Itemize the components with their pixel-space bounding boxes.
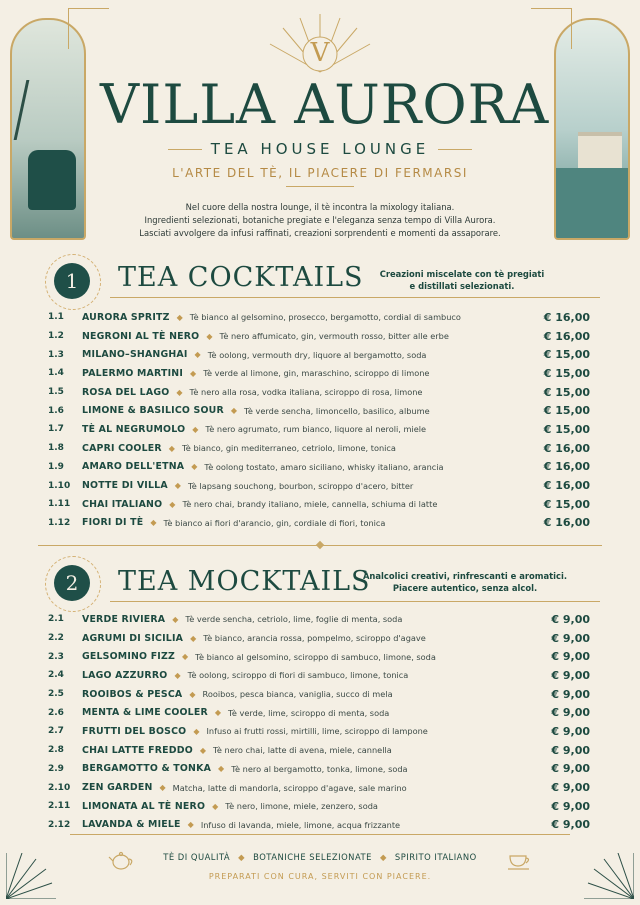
section-number: 2 (54, 565, 90, 601)
item-description: Tè lapsang souchong, bourbon, sciroppo d'acero, bitter (187, 480, 414, 491)
item-number: 2.8 (48, 745, 64, 756)
item-number: 2.10 (48, 782, 71, 793)
bullet-icon: ◆ (187, 820, 194, 830)
item-name: CHAI ITALIANO (82, 498, 163, 510)
menu-item (48, 629, 590, 648)
item-price: € 15,00 (543, 422, 590, 436)
item-description: Tè nero chai, brandy italiano, miele, cannella, schiuma di latte (182, 499, 438, 510)
item-name: NOTTE DI VILLA (82, 480, 168, 492)
item-name: AURORA SPRITZ (82, 311, 170, 323)
section-note-line: Analcolici creativi, rinfrescanti e aromatici. (362, 571, 568, 581)
item-number: 2.5 (48, 689, 64, 700)
item-price: € 9,00 (551, 650, 590, 664)
bullet-icon: ◆ (150, 518, 157, 528)
tagline: L'ARTE DEL TÈ, IL PIACERE DI FERMARSI (172, 166, 468, 180)
menu-item (48, 364, 590, 383)
item-number: 1.10 (48, 480, 71, 491)
item-name: LAGO AZZURRO (82, 669, 168, 681)
corner-ornament (68, 8, 109, 49)
menu-item (48, 420, 590, 439)
bullet-icon: ◆ (199, 745, 207, 755)
feature-botanicals: BOTANICHE SELEZIONATE (253, 852, 372, 862)
item-price: € 9,00 (551, 762, 590, 776)
item-number: 1.5 (48, 387, 64, 398)
item-number: 2.4 (48, 670, 64, 681)
item-description: Rooibos, pesca bianca, vaniglia, succo di mela (202, 689, 393, 700)
bullet-icon: ◆ (181, 652, 189, 662)
item-number: 1.4 (48, 368, 64, 379)
bullet-icon: ◆ (194, 350, 201, 360)
item-description: Infuso di lavanda, miele, limone, acqua frizzante (200, 819, 401, 830)
item-description: Tè bianco al gelsomino, prosecco, bergamotto, cordial di sambuco (189, 312, 461, 323)
menu-item (48, 703, 590, 722)
item-number: 2.2 (48, 633, 64, 644)
item-price: € 9,00 (551, 687, 590, 701)
bullet-icon: ◆ (206, 331, 213, 341)
divider (286, 186, 354, 187)
item-description: Tè nero alla rosa, vodka italiana, sciroppo di rosa, limone (189, 387, 423, 398)
bullet-icon: ◆ (168, 443, 175, 453)
bullet-icon: ◆ (214, 708, 222, 718)
item-description: Tè bianco al gelsomino, sciroppo di sambuco, limone, soda (195, 651, 436, 662)
bullet-icon: ◆ (191, 462, 198, 472)
item-name: ROOIBOS & PESCA (82, 688, 183, 700)
item-name: GELSOMINO FIZZ (82, 651, 175, 663)
item-name: PALERMO MARTINI (82, 367, 184, 379)
bullet-icon: ◆ (176, 387, 183, 397)
item-name: MILANO–SHANGHAI (82, 349, 188, 361)
item-name: CAPRI COOLER (82, 442, 162, 454)
palm-icon (14, 80, 70, 140)
item-description: Tè nero agrumato, rum bianco, liquore al neroli, miele (205, 424, 427, 435)
item-price: € 9,00 (551, 818, 590, 832)
item-name: LIMONE & BASILICO SOUR (82, 405, 224, 417)
item-name: BERGAMOTTO & TONKA (82, 763, 212, 775)
armchair-icon (28, 150, 76, 210)
item-name: AMARO DELL'ETNA (82, 461, 185, 473)
menu-item (48, 345, 590, 364)
menu-item (48, 514, 590, 533)
section-note (370, 268, 554, 292)
item-price: € 16,00 (543, 460, 590, 474)
intro-line: Lasciati avvolgere da infusi raffinati, creazioni sorprendenti e momenti da assaporare. (139, 228, 501, 238)
menu-item (48, 741, 590, 760)
item-number: 1.3 (48, 349, 64, 360)
subtitle: TEA HOUSE LOUNGE (210, 140, 430, 158)
menu-item (48, 327, 590, 346)
item-name: VERDE RIVIERA (82, 613, 166, 625)
item-name: TÈ AL NEGRUMOLO (82, 423, 186, 435)
item-description: Tè oolong tostato, amaro siciliano, whisky italiano, arancia (204, 461, 444, 472)
menu-item (48, 458, 590, 477)
item-price: € 16,00 (543, 479, 590, 493)
intro-text (110, 201, 530, 240)
item-number: 2.7 (48, 726, 64, 737)
item-number: 1.7 (48, 424, 64, 435)
item-price: € 15,00 (543, 366, 590, 380)
item-price: € 9,00 (551, 668, 590, 682)
item-name: AGRUMI DI SICILIA (82, 632, 184, 644)
bullet-icon: ◆ (159, 783, 166, 793)
item-price: € 15,00 (543, 497, 590, 511)
item-price: € 9,00 (551, 743, 590, 757)
section-note (360, 570, 570, 594)
item-price: € 16,00 (543, 441, 590, 455)
item-name: FIORI DI TÈ (82, 517, 144, 529)
item-description: Matcha, latte di mandorla, sciroppo d'agave, sale marino (172, 782, 407, 793)
corner-ornament (531, 8, 572, 49)
bullet-icon: ◆ (230, 406, 238, 416)
page-title: VILLA AURORA (100, 73, 550, 136)
item-description: Tè verde, lime, sciroppo di menta, soda (228, 707, 390, 718)
bullet-icon: ◆ (174, 670, 181, 680)
item-description: Tè verde sencha, limoncello, basilico, albume (244, 405, 430, 416)
menu-item (48, 495, 590, 514)
teacup-icon (506, 848, 532, 872)
item-number: 1.2 (48, 331, 64, 342)
item-name: NEGRONI AL TÈ NERO (82, 330, 200, 342)
fan-ornament-icon (6, 853, 56, 899)
item-price: € 9,00 (551, 631, 590, 645)
feature-quality: TÈ DI QUALITÀ (163, 852, 231, 862)
item-price: € 9,00 (551, 706, 590, 720)
bullet-icon: ◆ (193, 726, 200, 736)
item-number: 1.9 (48, 461, 64, 472)
item-description: Tè bianco, arancia rossa, pompelmo, sciroppo d'agave (203, 633, 426, 644)
item-description: Tè verde sencha, cetriolo, lime, foglie di menta, soda (185, 614, 403, 625)
footer-tagline: PREPARATI CON CURA, SERVITI CON PIACERE. (208, 872, 432, 881)
item-name: ZEN GARDEN (82, 782, 153, 794)
menu-item (48, 401, 590, 420)
item-name: FRUTTI DEL BOSCO (82, 725, 187, 737)
item-description: Tè nero al bergamotto, tonka, limone, soda (231, 763, 408, 774)
footer-features: TÈ DI QUALITÀ ◆ BOTANICHE SELEZIONATE ◆ SPIRITO ITALIANO (163, 852, 477, 862)
item-description: Tè oolong, sciroppo di fiori di sambuco, limone, tonica (187, 670, 409, 681)
footer (70, 834, 570, 893)
menu-item (48, 666, 590, 685)
menu-item (48, 685, 590, 704)
item-description: Tè nero, limone, miele, zenzero, soda (225, 801, 378, 812)
intro-line: Ingredienti selezionati, botaniche pregiate e l'eleganza senza tempo di Villa Aurora. (144, 215, 496, 225)
item-name: CHAI LATTE FREDDO (82, 744, 193, 756)
menu-item (48, 439, 590, 458)
monogram: V (310, 38, 330, 68)
bullet-icon: ◆ (192, 424, 199, 434)
section-title: TEA COCKTAILS (118, 262, 364, 293)
menu-item (48, 722, 590, 741)
section-rule (110, 601, 600, 602)
lake-villa-illustration (554, 18, 630, 240)
item-name: LAVANDA & MIELE (82, 819, 181, 831)
section-title: TEA MOCKTAILS (118, 566, 371, 597)
item-price: € 9,00 (551, 781, 590, 795)
menu-item (48, 308, 590, 327)
lake-icon (556, 168, 628, 238)
item-price: € 15,00 (543, 404, 590, 418)
teapot-icon (108, 848, 134, 872)
menu-item (48, 476, 590, 495)
menu-item (48, 797, 590, 816)
item-description: Tè nero affumicato, gin, vermouth rosso, bitter alle erbe (219, 331, 449, 342)
menu-item (48, 778, 590, 797)
item-name: ROSA DEL LAGO (82, 386, 170, 398)
divider-diamond-icon (316, 541, 324, 549)
section-note-line: Creazioni miscelate con tè pregiati (379, 269, 545, 279)
menu-item (48, 383, 590, 402)
section-note-line: Piacere autentico, senza alcol. (392, 583, 538, 593)
fan-ornament-icon (584, 853, 634, 899)
item-number: 1.6 (48, 405, 64, 416)
item-description: Tè bianco, gin mediterraneo, cetriolo, limone, tonica (181, 443, 396, 454)
feature-spirit: SPIRITO ITALIANO (394, 852, 477, 862)
item-price: € 16,00 (543, 310, 590, 324)
item-description: Tè bianco ai fiori d'arancio, gin, cordiale di fiori, tonica (163, 517, 386, 528)
item-price: € 9,00 (551, 724, 590, 738)
menu-item (48, 647, 590, 666)
item-number: 2.1 (48, 614, 64, 625)
item-price: € 15,00 (543, 385, 590, 399)
item-price: € 9,00 (551, 612, 590, 626)
item-number: 1.11 (48, 499, 71, 510)
menu-item (48, 816, 590, 835)
item-number: 2.12 (48, 819, 71, 830)
item-number: 1.1 (48, 312, 64, 323)
item-description: Tè verde al limone, gin, maraschino, sciroppo di limone (203, 368, 430, 379)
item-description: Tè nero chai, latte di avena, miele, cannella (213, 745, 392, 756)
item-description: Infuso ai frutti rossi, mirtilli, lime, sciroppo di lampone (206, 726, 428, 737)
item-number: 2.9 (48, 763, 64, 774)
bullet-icon: ◆ (169, 499, 176, 509)
item-description: Tè oolong, vermouth dry, liquore al bergamotto, soda (207, 349, 427, 360)
item-number: 1.12 (48, 517, 71, 528)
bullet-icon: ◆ (176, 312, 183, 322)
item-price: € 16,00 (543, 329, 590, 343)
menu-item (48, 760, 590, 779)
menu-item (48, 610, 590, 629)
bullet-icon: ◆ (190, 633, 197, 643)
mocktail-list (48, 610, 590, 834)
item-number: 2.11 (48, 801, 71, 812)
section-rule (110, 297, 600, 298)
bullet-icon: ◆ (189, 689, 196, 699)
item-number: 2.6 (48, 707, 64, 718)
item-name: LIMONATA AL TÈ NERO (82, 800, 206, 812)
bullet-icon: ◆ (190, 368, 197, 378)
bullet-icon: ◆ (174, 481, 181, 491)
item-number: 1.8 (48, 443, 64, 454)
intro-line: Nel cuore della nostra lounge, il tè incontra la mixology italiana. (185, 202, 455, 212)
item-price: € 15,00 (543, 348, 590, 362)
bullet-icon: ◆ (172, 614, 179, 624)
item-price: € 16,00 (543, 516, 590, 530)
item-number: 2.3 (48, 651, 64, 662)
bullet-icon: ◆ (212, 801, 219, 811)
item-name: MENTA & LIME COOLER (82, 707, 208, 719)
cocktail-list (48, 308, 590, 532)
section-note-line: e distillati selezionati. (409, 281, 515, 291)
bullet-icon: ◆ (218, 764, 225, 774)
lounge-window-illustration (10, 18, 86, 240)
item-price: € 9,00 (551, 799, 590, 813)
section-number: 1 (54, 263, 90, 299)
